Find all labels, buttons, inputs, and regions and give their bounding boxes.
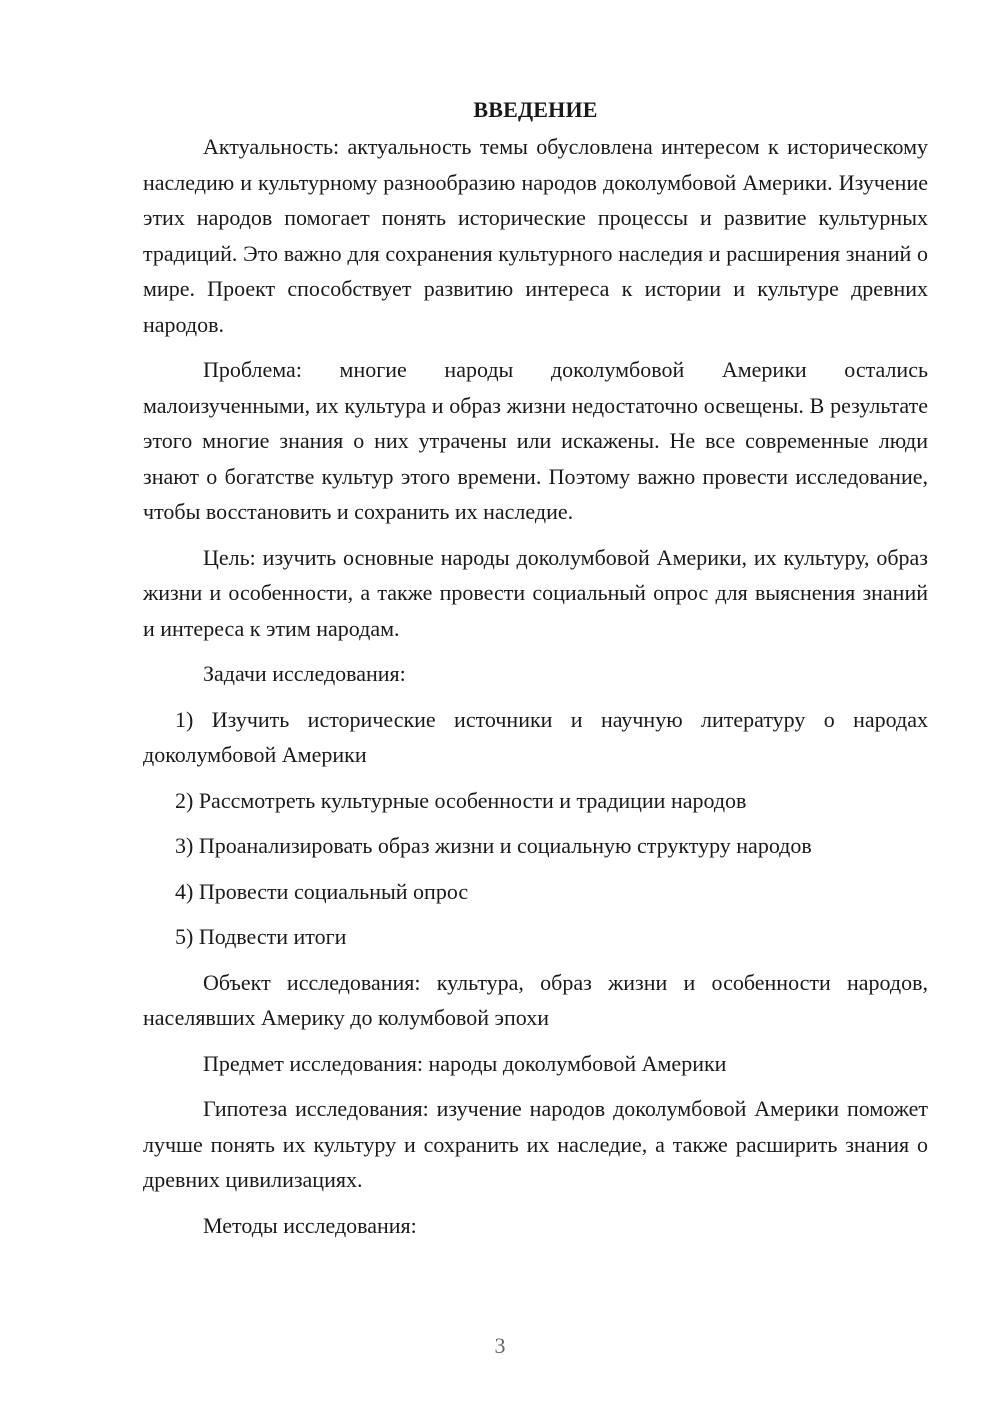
paragraph-tasks-heading: Задачи исследования: xyxy=(203,661,406,686)
task-item-1: 1) Изучить исторические источники и научную литературу о народах доколумбовой Америки xyxy=(143,706,928,767)
task-item-5: 5) Подвести итоги xyxy=(175,924,347,949)
paragraph-goal: Цель: изучить основные народы доколумбовой Америки, их культуру, образ жизни и особенности, а также провести социальный опрос для выяснения знаний и интереса к этим народам. xyxy=(143,544,928,641)
task-item-2: 2) Рассмотреть культурные особенности и традиции народов xyxy=(175,787,747,813)
task-item-3: 3) Проанализировать образ жизни и социальную структуру народов xyxy=(175,833,812,858)
page-title: ВВЕДЕНИЕ xyxy=(473,97,598,122)
document-page xyxy=(143,92,928,1253)
paragraph-methods: Методы исследования: xyxy=(203,1212,417,1238)
paragraph-problem: Проблема: многие народы доколумбовой Америки остались малоизученными, их культура и образ жизни недостаточно освещены. В результате этого многие знания о них утрачены или искажены. Не все современные люди знают о богатстве культур этого времени. Поэтому важно провести исследование, чтобы восстановить и сохранить их наследие. xyxy=(143,357,928,524)
page-number: 3 xyxy=(494,1333,506,1358)
paragraph-hypothesis: Гипотеза исследования: изучение народов доколумбовой Америки поможет лучше понять их культуру и сохранить их наследие, а также расширить знания о древних цивилизациях. xyxy=(143,1096,928,1192)
task-item-4: 4) Провести социальный опрос xyxy=(175,878,469,904)
paragraph-object: Объект исследования: культура, образ жизни и особенности народов, населявших Америку до колумбовой эпохи xyxy=(143,969,928,1030)
paragraph-subject: Предмет исследования: народы доколумбовой Америки xyxy=(203,1050,727,1076)
paragraph-relevance: Актуальность: актуальность темы обусловлена интересом к историческому наследию и культурному разнообразию народов доколумбовой Америки. Изучение этих народов помогает понять исторические процессы и развитие культурных традиций. Это важно для сохранения культурного наследия и расширения знаний о мире. Проект способствует развитию интереса к истории и культуре древних народов. xyxy=(143,134,928,337)
